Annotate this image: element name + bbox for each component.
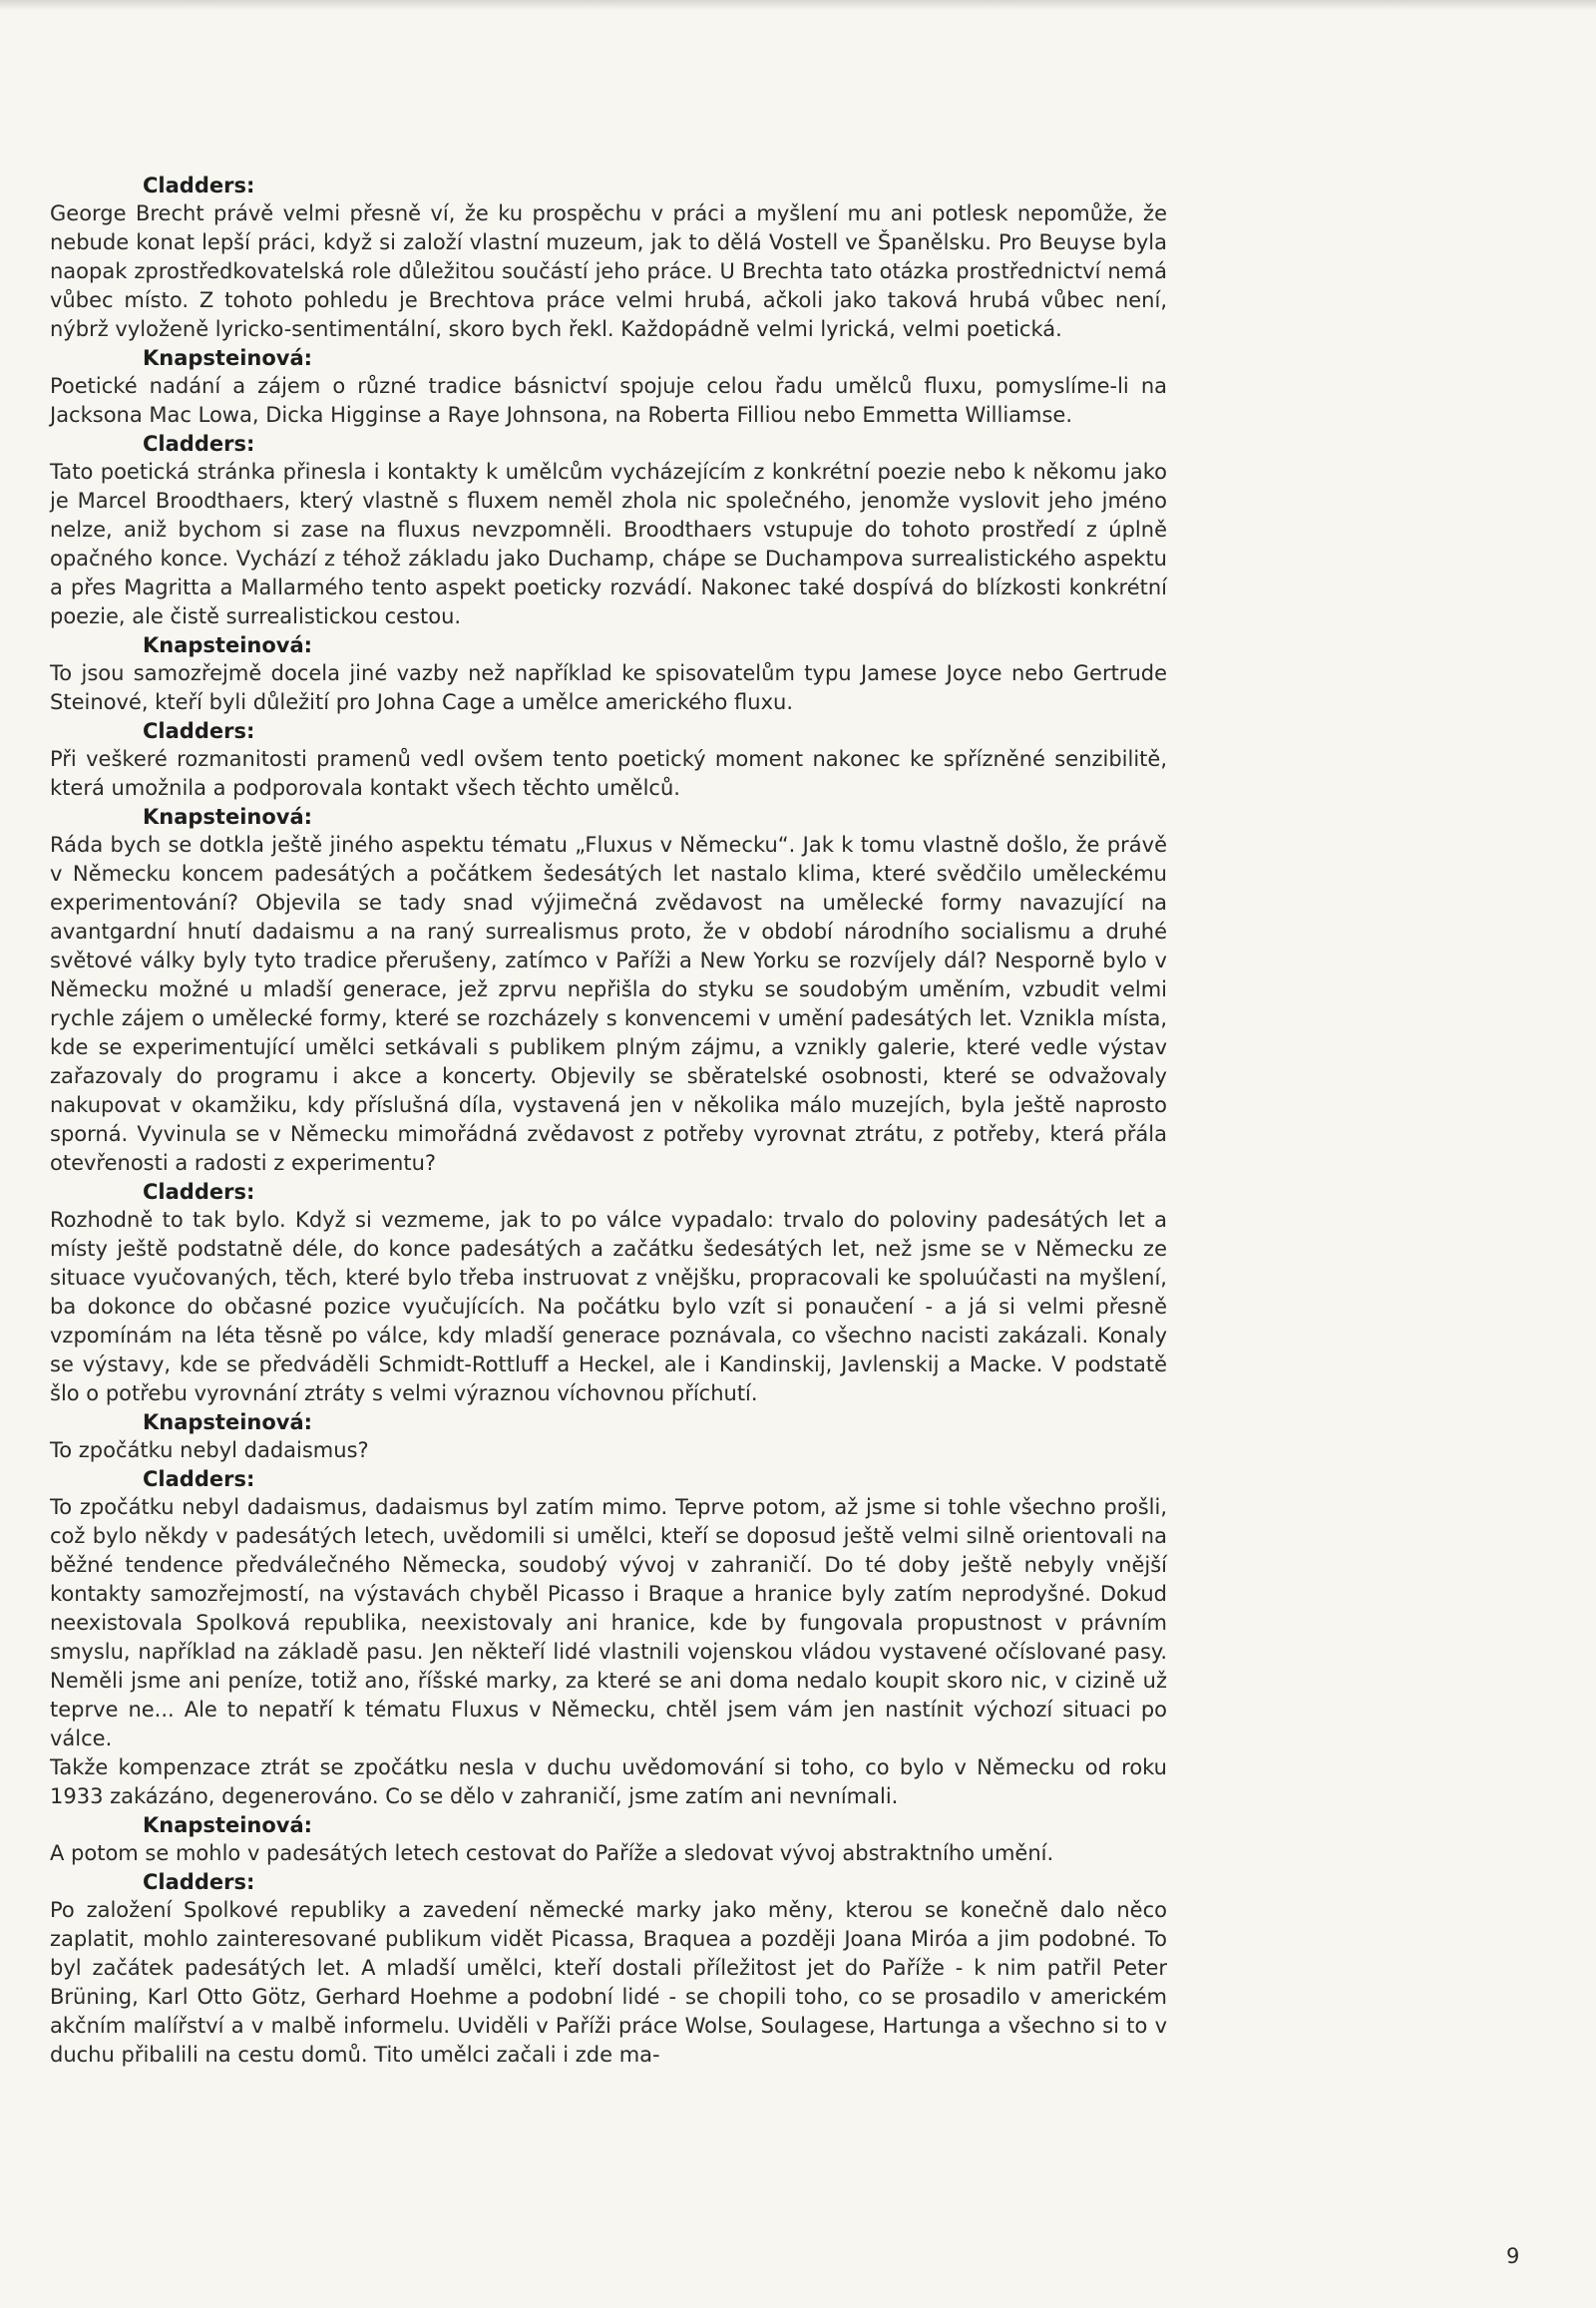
dialogue-block-8	[50, 1408, 1167, 1465]
speech-paragraph: Po založení Spolkové republiky a zavedení německé marky jako měny, kterou se konečně dalo něco zaplatit, mohlo zainteresované publikum vidět Picassa, Braquea a později Joana Miróa a jim podobné. To byl začátek padesátých let. A mladší umělci, kteří dostali příležitost jet do Paříže - k nim patřil Peter Brüning, Karl Otto Götz, Gerhard Hoehme a podobní lidé - se chopili toho, co se prosadilo v americkém akčním malířství a v malbě informelu. Uviděli v Paříži práce Wolse, Soulagese, Hartunga a všechno si to v duchu přibalili na cestu domů. Tito umělci začali i zde ma-	[50, 1898, 1167, 2067]
speaker-name: Cladders:	[143, 1180, 255, 1204]
dialogue-block-10	[50, 1811, 1167, 1868]
speech-paragraph: Ráda bych se dotkla ještě jiného aspektu tématu „Fluxus v Německu“. Jak k tomu vlastně došlo, že právě v Německu koncem padesátých a počátkem šedesátých let nastalo klima, které svědčilo uměleckému experimentování? Objevila se tady snad výjimečná zvědavost na umělecké formy navazující na avantgardní hnutí dadaismu a na raný surrealismus proto, že v období národního socialismu a druhé světové války byly tyto tradice přerušeny, zatímco v Paříži a New Yorku se rozvíjely dál? Nesporně bylo v Německu možné u mladší generace, jež zprvu nepřišla do styku se soudobým uměním, vzbudit velmi rychle zájem o umělecké formy, které se rozcházely s konvencemi v umění padesátých let. Vznikla místa, kde se experimentující umělci setkávali s publikem plným zájmu, a vznikly galerie, které vedle výstav zařazovaly do programu i akce a koncerty. Objevily se sběratelské osobnosti, které se odvažovaly nakupovat v okamžiku, kdy příslušná díla, vystavená jen v několika málo muzejích, byla ještě naprosto sporná. Vyvinula se v Německu mimořádná zvědavost z potřeby vyrovnat ztrátu, z potřeby, která přála otevřenosti a radosti z experimentu?	[50, 833, 1167, 1175]
page-number: 9	[1506, 2244, 1520, 2268]
speaker-name: Cladders:	[143, 719, 255, 743]
dialogue-block-9	[50, 1465, 1167, 1811]
dialogue-block-3	[50, 430, 1167, 631]
dialogue-block-4	[50, 631, 1167, 717]
speaker-name: Cladders:	[143, 1467, 255, 1491]
speaker-name: Knapsteinová:	[143, 805, 313, 829]
speaker-name: Knapsteinová:	[143, 633, 313, 657]
speech-paragraph: Při veškeré rozmanitosti pramenů vedl ovšem tento poetický moment nakonec ke spřízněné senzibilitě, která umožnila a podporovala kontakt všech těchto umělců.	[50, 747, 1167, 800]
dialogue-block-5	[50, 717, 1167, 803]
dialogue-block-7	[50, 1178, 1167, 1408]
speech-paragraph: To jsou samozřejmě docela jiné vazby než například ke spisovatelům typu Jamese Joyce nebo Gertrude Steinové, kteří byli důležití pro Johna Cage a umělce amerického fluxu.	[50, 661, 1167, 714]
speech-paragraph: George Brecht právě velmi přesně ví, že ku prospěchu v práci a myšlení mu ani potlesk nepomůže, že nebude konat lepší práci, když si založí vlastní muzeum, jak to dělá Vostell ve Španělsku. Pro Beuyse byla naopak zprostředkovatelská role důležitou součástí jeho práce. U Brechta tato otázka prostřednictví nemá vůbec místo. Z tohoto pohledu je Brechtova práce velmi hrubá, ačkoli jako taková hrubá vůbec není, nýbrž vyloženě lyricko-sentimentální, skoro bych řekl. Každopádně velmi lyrická, velmi poetická.	[50, 201, 1167, 341]
speech-paragraph: Tato poetická stránka přinesla i kontakty k umělcům vycházejícím z konkrétní poezie nebo k někomu jako je Marcel Broodthaers, který vlastně s fluxem neměl zhola nic společného, jenomže vyslovit jeho jméno nelze, aniž bychom si zase na fluxus nevzpomněli. Broodthaers vstupuje do tohoto prostředí z úplně opačného konce. Vychází z téhož základu jako Duchamp, chápe se Duchampova surrealistického aspektu a přes Magritta a Mallarmého tento aspekt poeticky rozvádí. Nakonec také dospívá do blízkosti konkrétní poezie, ale čistě surrealistickou cestou.	[50, 460, 1167, 628]
dialogue-block-11	[50, 1868, 1167, 2070]
speaker-name: Knapsteinová:	[143, 346, 313, 370]
speech-paragraph-continued: Takže kompenzace ztrát se zpočátku nesla v duchu uvědomování si toho, co bylo v Německu od roku 1933 zakázáno, degenerováno. Co se dělo v zahraničí, jsme zatím ani nevnímali.	[50, 1755, 1167, 1808]
speaker-name: Cladders:	[143, 174, 255, 197]
dialogue-block-1	[50, 172, 1167, 344]
dialogue-block-2	[50, 344, 1167, 430]
speech-paragraph: Poetické nadání a zájem o různé tradice básnictví spojuje celou řadu umělců fluxu, pomyslíme-li na Jacksona Mac Lowa, Dicka Higginse a Raye Johnsona, na Roberta Filliou nebo Emmetta Williamse.	[50, 374, 1167, 427]
speaker-name: Knapsteinová:	[143, 1813, 313, 1837]
speech-paragraph: A potom se mohlo v padesátých letech cestovat do Paříže a sledovat vývoj abstraktního umění.	[50, 1841, 1054, 1865]
speaker-name: Knapsteinová:	[143, 1410, 313, 1434]
speaker-name: Cladders:	[143, 1870, 255, 1894]
dialogue-block-6	[50, 803, 1167, 1178]
speech-paragraph: To zpočátku nebyl dadaismus?	[50, 1438, 369, 1462]
speaker-name: Cladders:	[143, 432, 255, 456]
page-top-edge	[0, 0, 1596, 10]
document-body	[50, 172, 1167, 2070]
speech-paragraph: Rozhodně to tak bylo. Když si vezmeme, jak to po válce vypadalo: trvalo do poloviny padesátých let a místy ještě podstatně déle, do konce padesátých a začátku šedesátých let, než jsme se v Německu ze situace vyučovaných, těch, které bylo třeba instruovat z vnějšku, propracovali ke spoluúčasti na myšlení, ba dokonce do občasné pozice vyučujících. Na počátku bylo vzít si ponaučení - a já si velmi přesně vzpomínám na léta těsně po válce, kdy mladší generace poznávala, co všechno nacisti zakázali. Konaly se výstavy, kde se předváděli Schmidt-Rottluff a Heckel, ale i Kandinskij, Javlenskij a Macke. V podstatě šlo o potřebu vyrovnání ztráty s velmi výraznou víchovnou příchutí.	[50, 1208, 1167, 1405]
speech-paragraph: To zpočátku nebyl dadaismus, dadaismus byl zatím mimo. Teprve potom, až jsme si tohle všechno prošli, což bylo někdy v padesátých letech, uvědomili si umělci, kteří se doposud ještě velmi silně orientovali na běžné tendence předválečného Německa, soudobý vývoj v zahraničí. Do té doby ještě nebyly vnější kontakty samozřejmostí, na výstavách chyběl Picasso i Braque a hranice byly zatím neprodyšné. Dokud neexistovala Spolková republika, neexistovaly ani hranice, kde by fungovala propustnost v právním smyslu, například na základě pasu. Jen někteří lidé vlastnili vojenskou vládou vystavené očíslované pasy. Neměli jsme ani peníze, totiž ano, říšské marky, za které se ani doma nedalo koupit skoro nic, v cizině už teprve ne... Ale to nepatří k tématu Fluxus v Německu, chtěl jsem vám jen nastínit výchozí situaci po válce.	[50, 1495, 1167, 1750]
